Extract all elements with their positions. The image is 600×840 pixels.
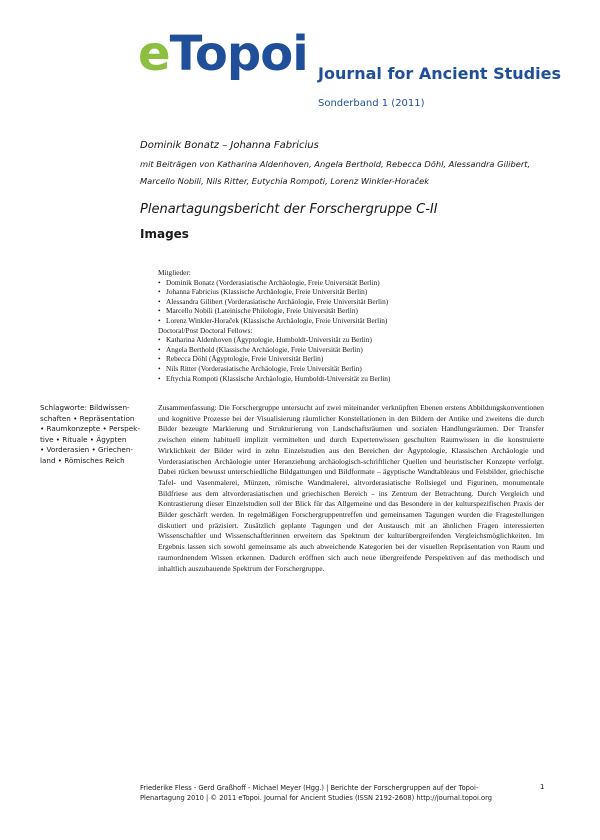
doctoral-heading: Doctoral/Post Doctoral Fellows: <box>158 325 253 335</box>
list-item <box>158 287 558 297</box>
bullet-icon: • <box>158 296 161 306</box>
bullet-icon: • <box>158 344 161 354</box>
member-name: Johanna Fabricius (Klassische Archäologie, Freie Universität Berlin) <box>166 287 368 297</box>
keywords-line: Schlagworte: Bildwissen- <box>40 403 130 412</box>
list-item <box>158 335 558 345</box>
keywords-line: • Raumkonzepte • Perspek- <box>40 424 140 434</box>
keywords-line: tive • Rituale • Ägypten <box>40 434 127 444</box>
abstract-text: Zusammenfassung: Die Forschergruppe untersucht auf zwei miteinander verknüpften Ebenen erstens Abbildungskonventionen und kognitive Prozesse bei der Visualisierung räumlicher Konstellationen in den Bildern der Antike und zweitens die durch Bilder bezeugte Markierung und Strukturierung von Landschaftsräumen und sozialen Handlungsräumen. Der Transfer zwischen einem habituell implizit vermittelten und durch Expertenwissen geschulten Raumwissen in die konstruierte Wirklichkeit der Bilder wird in zehn Einzelstudien aus den Bereichen der Ägyptologie, Klassischen Archäologie und Vorderasiatischen Archäologie unter Heranziehung archäologisch-schriftlicher Quellen und heuristischer Konzepte verfolgt. Dabei rücken bewusst unterschiedliche Bildgattungen und Bildformate – ägyptische Wandtableaus und Felsbilder, griechische Tafel- und Vasenmalerei, Münzen, römische Wandmalerei, altvorderasiatische Rollsiegel und Figurinen, monumentale Bildfriese aus dem altvorderasiatischen und griechischen Bereich – ins Zentrum der Betrachtung. Durch Vergleich und Kontrastierung dieser Einzelstudien soll der Blick für das Allgemeine und das Besondere in der kulturspezifischen Praxis der Bilder geschärft werden. In regelmäßigen Forschergruppentreffen und gemeinsamen Tagungen wurden die Fragestellungen diskutiert und präzisiert. Zusätzlich geplante Tagungen und der Austausch mit an ähnlichen Fragen interessierten Wissenschaftler und Wissenschaftlerinnen erweitern das Spektrum der kulturübergreifenden Vergleichsmöglichkeiten. Im Ergebnis lassen sich sowohl gemeinsame als auch abweichende Kategorien bei der visuellen Repräsentation von Raum und raumordnendem Wissen erkennen. Dadurch eröffnen sich auch neue übergreifende Perspektiven auf das methodisch und inhaltlich auszubauende Spektrum der Forschergruppe. <box>158 403 544 573</box>
contributors: mit Beiträgen von Katharina Aldenhoven, Angela Berthold, Rebecca Döhl, Alessandra Gilibert, Marcello Nobili, Nils Ritter, Eutychia Rompoti, Lorenz Winkler-Horaček <box>140 159 531 186</box>
footer-line: Plenartagung 2010 | © 2011 eTopoi. Journal for Ancient Studies (ISSN 2192-2608) http://journal.topoi.org <box>140 794 492 802</box>
member-name: Lorenz Winkler-Horaček (Klassische Archäologie, Freie Universität Berlin) <box>166 315 388 325</box>
logo-e: e <box>138 26 170 82</box>
fellow-name: Eftychia Rompoti (Klassische Archäologie, Humboldt-Universität zu Berlin) <box>166 373 391 383</box>
etopoi-logo <box>138 26 308 82</box>
list-item <box>158 306 558 316</box>
list-item <box>158 354 558 364</box>
members-heading: Mitglieder: <box>158 268 191 277</box>
bullet-icon: • <box>158 373 161 383</box>
report-subtitle: Images <box>140 227 189 241</box>
bullet-icon: • <box>158 354 161 364</box>
bullet-icon: • <box>158 306 161 316</box>
bullet-icon: • <box>158 363 161 373</box>
main-authors: Dominik Bonatz – Johanna Fabricius <box>140 140 319 151</box>
fellow-name: Rebecca Döhl (Ägyptologie, Freie Universität Berlin) <box>166 354 324 364</box>
fellow-name: Katharina Aldenhoven (Ägyptologie, Humboldt-Universität zu Berlin) <box>166 335 372 345</box>
list-item <box>158 364 558 374</box>
bullet-icon: • <box>158 335 161 345</box>
sonderband-label: Sonderband 1 (2011) <box>318 98 425 109</box>
footer-line: Friederike Fless - Gerd Graßhoff - Michael Meyer (Hgg.) | Berichte der Forschergruppen auf der Topoi- <box>140 784 479 792</box>
fellow-name: Nils Ritter (Vorderasiatische Archäologie, Freie Universität Berlin) <box>166 363 362 373</box>
footer-citation <box>140 783 530 803</box>
page-number: 1 <box>540 783 545 791</box>
members-list <box>158 268 558 383</box>
list-item <box>158 374 558 384</box>
list-item <box>158 345 558 355</box>
logo-topoi: Topoi <box>169 26 308 82</box>
fellow-name: Angela Berthold (Klassische Archäologie, Freie Universität Berlin) <box>166 344 363 354</box>
member-name: Dominik Bonatz (Vorderasiatische Archäologie, Freie Universität Berlin) <box>166 277 380 287</box>
list-item <box>158 278 558 288</box>
member-name: Marcello Nobili (Lateinische Philologie, Freie Universität Berlin) <box>166 306 358 316</box>
member-name: Alessandra Gilibert (Vorderasiatische Archäologie, Freie Universität Berlin) <box>166 296 389 306</box>
bullet-icon: • <box>158 277 161 287</box>
report-title: Plenartagungsbericht der Forschergruppe C-II <box>140 202 438 217</box>
journal-title: Journal for Ancient Studies <box>318 64 561 83</box>
keywords-line: land • Römisches Reich <box>40 455 125 465</box>
bullet-icon: • <box>158 315 161 325</box>
bullet-icon: • <box>158 287 161 297</box>
list-item <box>158 297 558 307</box>
list-item <box>158 316 558 326</box>
keywords-line: schaften • Repräsentation <box>40 413 135 423</box>
keywords-line: • Vorderasien • Griechen- <box>40 445 134 455</box>
keywords-sidebar <box>40 403 144 467</box>
